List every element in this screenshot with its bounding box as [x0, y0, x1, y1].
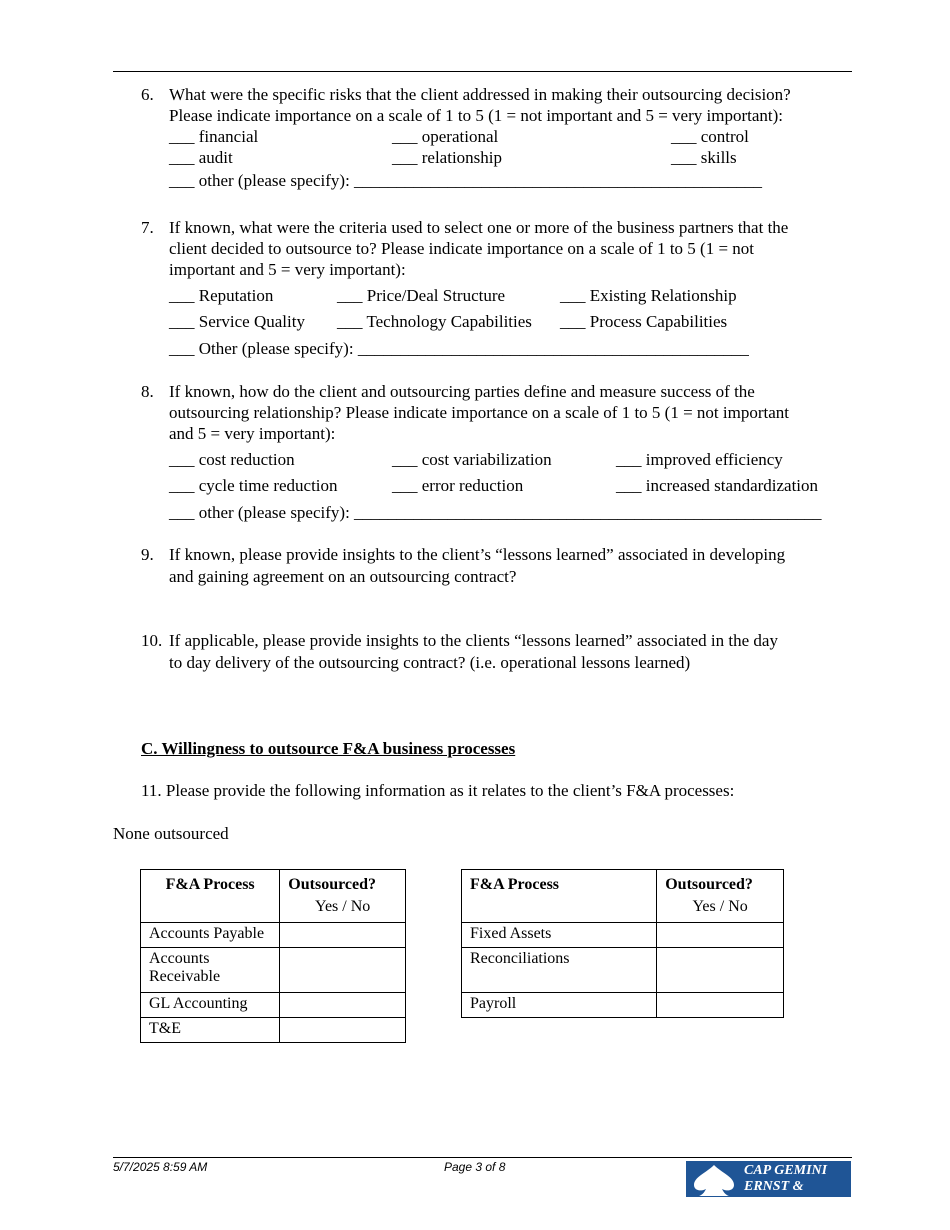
- question-text: If known, please provide insights to the client’s “lessons learned” associated in developing: [169, 545, 786, 564]
- footer-page-number: Page 3 of 8: [444, 1160, 506, 1174]
- table-row: [141, 948, 406, 993]
- option-improved-efficiency[interactable]: ___ improved efficiency: [616, 450, 783, 469]
- header-outsourced-label: Outsourced?: [665, 876, 753, 893]
- question-number: 6.: [141, 85, 154, 104]
- company-logo: [686, 1161, 851, 1210]
- option-increased-standardization[interactable]: ___ increased standardization: [616, 476, 819, 495]
- process-name: Accounts Receivable: [141, 948, 280, 993]
- header-outsourced: [280, 870, 406, 923]
- option-process-capabilities[interactable]: ___ Process Capabilities: [560, 312, 728, 331]
- option-financial[interactable]: ___ financial: [169, 127, 259, 146]
- option-audit[interactable]: ___ audit: [169, 148, 233, 167]
- footer-rule: [113, 1157, 852, 1158]
- question-number: 9.: [141, 545, 154, 564]
- header-process: F&A Process: [462, 870, 657, 923]
- question-number: 8.: [141, 382, 154, 401]
- table-row: [141, 993, 406, 1018]
- option-skills[interactable]: ___ skills: [671, 148, 737, 167]
- option-reputation[interactable]: ___ Reputation: [169, 286, 274, 305]
- outsourced-cell[interactable]: [280, 948, 406, 993]
- question-text: If applicable, please provide insights to the clients “lessons learned” associated in the day: [169, 631, 778, 650]
- question-text: outsourcing relationship? Please indicate importance on a scale of 1 to 5 (1 = not important: [169, 403, 790, 422]
- question-text: client decided to outsource to? Please indicate importance on a scale of 1 to 5 (1 = not: [169, 239, 755, 258]
- option-service-quality[interactable]: ___ Service Quality: [169, 312, 305, 331]
- footer-date: 5/7/2025 8:59 AM: [113, 1160, 208, 1174]
- question-text: Please indicate importance on a scale of 1 to 5 (1 = not important and 5 = very important):: [169, 106, 784, 125]
- table-row: [141, 1018, 406, 1043]
- option-technology-capabilities[interactable]: ___ Technology Capabilities: [337, 312, 532, 331]
- option-other[interactable]: ___ other (please specify): _______________________________________________________: [169, 503, 822, 522]
- table-row: [462, 923, 784, 948]
- option-existing-relationship[interactable]: ___ Existing Relationship: [560, 286, 737, 305]
- option-control[interactable]: ___ control: [671, 127, 749, 146]
- option-cost-reduction[interactable]: ___ cost reduction: [169, 450, 295, 469]
- option-relationship[interactable]: ___ relationship: [392, 148, 503, 167]
- fa-process-table-left: [140, 869, 406, 1043]
- process-name: Reconciliations: [462, 948, 657, 993]
- option-error-reduction[interactable]: ___ error reduction: [392, 476, 524, 495]
- logo-line-1: CAP GEMINI: [744, 1163, 828, 1178]
- table-row: [462, 993, 784, 1018]
- logo-line-2: ERNST & YOUNG: [744, 1179, 804, 1210]
- section-title: C. Willingness to outsource F&A business processes: [141, 739, 516, 758]
- option-other[interactable]: ___ Other (please specify): ______________________________________________: [169, 339, 749, 358]
- option-cost-variabilization[interactable]: ___ cost variabilization: [392, 450, 552, 469]
- option-operational[interactable]: ___ operational: [392, 127, 499, 146]
- logo-wordmark: [744, 1163, 851, 1211]
- header-outsourced-label: Outsourced?: [288, 876, 377, 893]
- spade-icon: [686, 1161, 742, 1197]
- question-text: If known, what were the criteria used to select one or more of the business partners that the: [169, 218, 789, 237]
- process-name: GL Accounting: [141, 993, 280, 1018]
- option-cycle-time-reduction[interactable]: ___ cycle time reduction: [169, 476, 338, 495]
- outsourced-cell[interactable]: [657, 948, 784, 993]
- outsourced-cell[interactable]: [280, 1018, 406, 1043]
- question-11: 11. Please provide the following information as it relates to the client’s F&A processes:: [141, 781, 735, 800]
- process-name: Payroll: [462, 993, 657, 1018]
- question-text: What were the specific risks that the client addressed in making their outsourcing decision?: [169, 85, 791, 104]
- process-name: Fixed Assets: [462, 923, 657, 948]
- note-none-outsourced: None outsourced: [113, 824, 229, 843]
- question-number: 7.: [141, 218, 154, 237]
- header-rule: [113, 71, 852, 72]
- outsourced-cell[interactable]: [657, 993, 784, 1018]
- process-name: Accounts Payable: [141, 923, 280, 948]
- header-yes-no: Yes / No: [692, 898, 748, 915]
- outsourced-cell[interactable]: [280, 993, 406, 1018]
- header-outsourced: [657, 870, 784, 923]
- question-text: important and 5 = very important):: [169, 260, 406, 279]
- outsourced-cell[interactable]: [657, 923, 784, 948]
- table-row: [141, 923, 406, 948]
- question-text: and gaining agreement on an outsourcing contract?: [169, 567, 517, 586]
- question-text: to day delivery of the outsourcing contract? (i.e. operational lessons learned): [169, 653, 691, 672]
- process-name: T&E: [141, 1018, 280, 1043]
- question-text: If known, how do the client and outsourcing parties define and measure success of the: [169, 382, 755, 401]
- outsourced-cell[interactable]: [280, 923, 406, 948]
- question-text: and 5 = very important):: [169, 424, 336, 443]
- question-number: 10.: [141, 631, 163, 650]
- table-row: [462, 948, 784, 993]
- header-process: F&A Process: [141, 870, 280, 923]
- option-other[interactable]: ___ other (please specify): ________________________________________________: [169, 171, 763, 190]
- fa-process-table-right: [461, 869, 784, 1018]
- header-yes-no: Yes / No: [315, 898, 371, 915]
- option-price-deal-structure[interactable]: ___ Price/Deal Structure: [337, 286, 506, 305]
